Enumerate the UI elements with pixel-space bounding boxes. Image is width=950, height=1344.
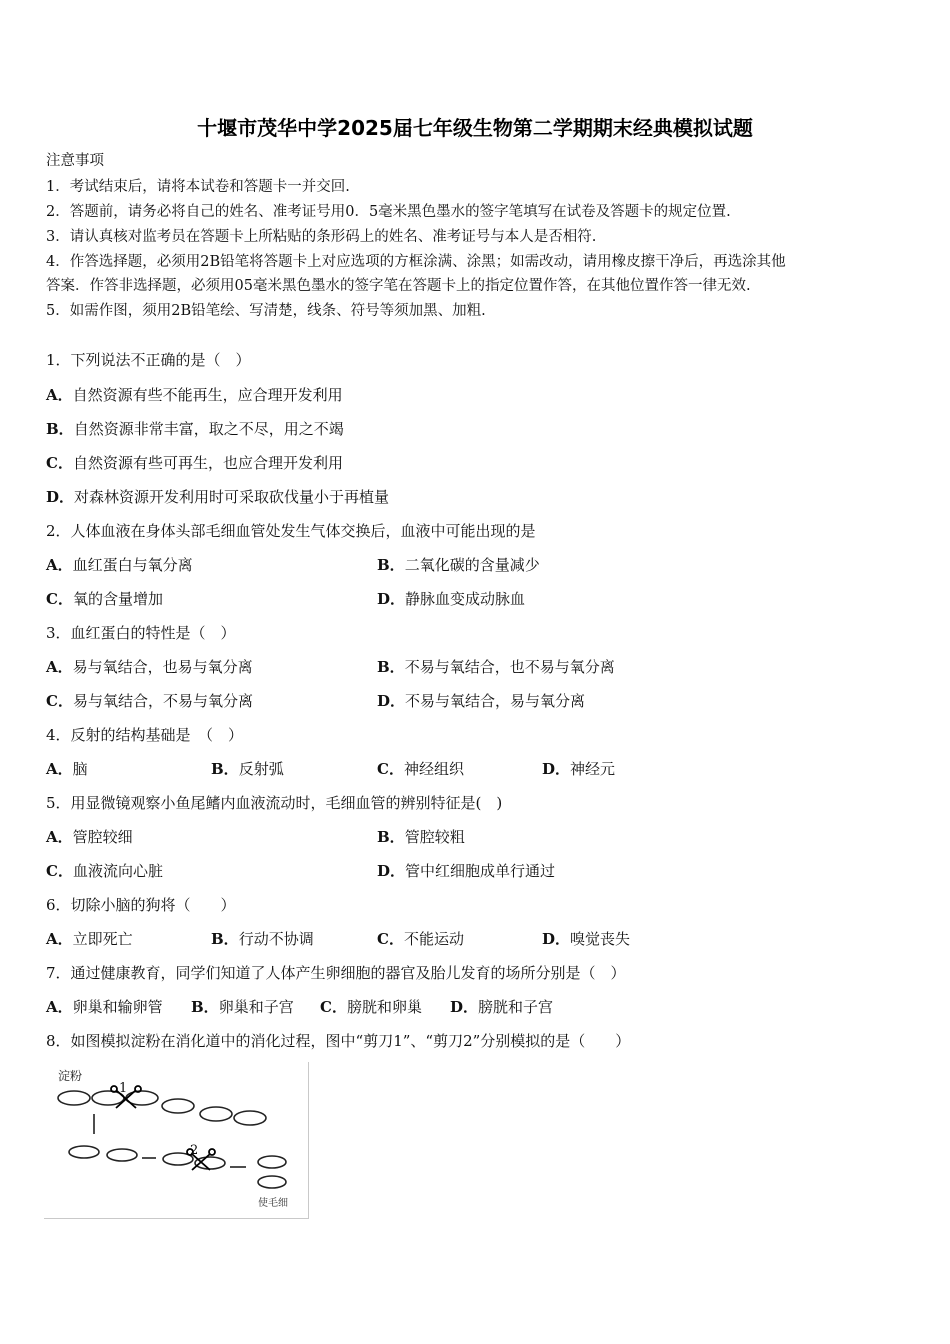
- option-text: 立即死亡: [72, 930, 133, 948]
- option-text: 自然资源有些不能再生，应合理开发利用: [72, 386, 343, 404]
- option-label: A．: [46, 556, 73, 574]
- option-label: C．: [46, 590, 73, 608]
- option-text: 不易与氧结合，易与氧分离: [405, 692, 586, 710]
- notice-heading: 注意事项: [46, 153, 104, 169]
- option-c: [46, 861, 163, 881]
- option-a: [46, 657, 253, 677]
- option-text: 膀胱和子宫: [478, 998, 554, 1016]
- glucose-link: [58, 1091, 90, 1105]
- option-label: D．: [542, 760, 571, 778]
- option-text: 神经元: [570, 760, 616, 778]
- option-b: [377, 827, 465, 847]
- option-text: 不能运动: [403, 930, 464, 948]
- option-text: 膀胱和卵巢: [346, 998, 422, 1016]
- option-text: 对森林资源开发利用时可采取砍伐量小于再植量: [74, 488, 390, 506]
- option-b: [211, 759, 284, 779]
- starch-chain-diagram: [44, 1062, 308, 1218]
- option-d: [46, 487, 389, 507]
- notice-item: 3．请认真核对监考员在答题卡上所粘贴的条形码上的姓名、准考证号与本人是否相符.: [46, 229, 597, 245]
- option-label: D．: [377, 862, 406, 880]
- option-text: 易与氧结合，不易与氧分离: [72, 692, 253, 710]
- option-text: 反射弧: [238, 760, 284, 778]
- option-c: [377, 759, 464, 779]
- option-b: [191, 997, 294, 1017]
- question-stem: 8．如图模拟淀粉在消化道中的消化过程，图中“剪刀1”、“剪刀2”分别模拟的是（ ）: [46, 1032, 631, 1050]
- option-label: A．: [46, 930, 73, 948]
- option-text: 自然资源非常丰富，取之不尽，用之不竭: [73, 420, 344, 438]
- starch-digestion-figure: [44, 1062, 309, 1219]
- option-c: [46, 589, 163, 609]
- option-label: C．: [46, 454, 73, 472]
- glucose-link: [107, 1149, 137, 1161]
- option-text: 脑: [72, 760, 88, 778]
- glucose-link: [200, 1107, 232, 1121]
- question-stem: 5．用显微镜观察小鱼尾鳍内血液流动时，毛细血管的辨别特征是( ): [46, 794, 503, 812]
- option-text: 静脉血变成动脉血: [405, 590, 526, 608]
- glucose-link: [258, 1156, 286, 1168]
- option-text: 行动不协调: [238, 930, 314, 948]
- option-c: [377, 929, 464, 949]
- option-label: C．: [46, 862, 73, 880]
- option-label: A．: [46, 658, 73, 676]
- notice-item: 答案．作答非选择题，必须用05毫米黑色墨水的签字笔在答题卡上的指定位置作答，在其他位置作答一律无效.: [46, 278, 751, 294]
- option-label: B．: [377, 658, 405, 676]
- option-d: [377, 691, 585, 711]
- option-label: B．: [211, 930, 239, 948]
- option-text: 嗅觉丧失: [570, 930, 631, 948]
- scissor-1-label: 1: [119, 1081, 128, 1096]
- option-b: [211, 929, 314, 949]
- option-text: 易与氧结合，也易与氧分离: [72, 658, 253, 676]
- option-label: A．: [46, 386, 73, 404]
- option-d: [542, 929, 630, 949]
- option-d: [450, 997, 553, 1017]
- option-label: B．: [377, 556, 405, 574]
- option-text: 管中红细胞成单行通过: [405, 862, 556, 880]
- option-a: [46, 827, 133, 847]
- notice-item: 1．考试结束后，请将本试卷和答题卡一并交回.: [46, 179, 350, 195]
- option-text: 自然资源有些可再生，也应合理开发利用: [72, 454, 343, 472]
- option-label: C．: [377, 760, 404, 778]
- question-stem: 4．反射的结构基础是 （ ）: [46, 726, 244, 744]
- option-label: A．: [46, 828, 73, 846]
- option-d: [377, 589, 525, 609]
- option-label: D．: [46, 488, 75, 506]
- option-d: [377, 861, 555, 881]
- page-title: 十堰市茂华中学2025届七年级生物第二学期期末经典模拟试题: [197, 116, 753, 140]
- option-label: B．: [377, 828, 405, 846]
- option-c: [46, 691, 253, 711]
- option-a: [46, 759, 88, 779]
- option-a: [46, 997, 163, 1017]
- notice-item: 4．作答选择题，必须用2B铅笔将答题卡上对应选项的方框涂满、涂黑；如需改动，请用橡皮擦干净后，再选涂其他: [46, 254, 786, 270]
- question-stem: 2．人体血液在身体头部毛细血管处发生气体交换后，血液中可能出现的是: [46, 522, 536, 540]
- option-label: D．: [377, 692, 406, 710]
- option-text: 管腔较粗: [404, 828, 465, 846]
- option-a: [46, 929, 133, 949]
- figure-bottom-label: 使毛细: [258, 1198, 288, 1209]
- option-label: C．: [377, 930, 404, 948]
- option-label: B．: [46, 420, 74, 438]
- option-label: C．: [320, 998, 347, 1016]
- question-stem: 6．切除小脑的狗将（ ）: [46, 896, 236, 914]
- option-text: 管腔较细: [72, 828, 133, 846]
- option-text: 神经组织: [403, 760, 464, 778]
- question-stem: 3．血红蛋白的特性是（ ）: [46, 624, 236, 642]
- option-label: B．: [211, 760, 239, 778]
- option-label: C．: [46, 692, 73, 710]
- option-d: [542, 759, 615, 779]
- option-a: [46, 555, 193, 575]
- option-text: 二氧化碳的含量减少: [404, 556, 540, 574]
- option-b: [46, 419, 344, 439]
- option-c: [320, 997, 422, 1017]
- glucose-link: [234, 1111, 266, 1125]
- option-label: B．: [191, 998, 219, 1016]
- option-label: D．: [542, 930, 571, 948]
- glucose-link: [258, 1176, 286, 1188]
- option-text: 血液流向心脏: [72, 862, 163, 880]
- notice-item: 5．如需作图，须用2B铅笔绘、写清楚，线条、符号等须加黑、加粗.: [46, 303, 486, 319]
- option-text: 血红蛋白与氧分离: [72, 556, 193, 574]
- scissor-2-label: 2: [190, 1143, 199, 1158]
- glucose-link: [162, 1099, 194, 1113]
- option-text: 氧的含量增加: [72, 590, 163, 608]
- question-stem: 7．通过健康教育，同学们知道了人体产生卵细胞的器官及胎儿发育的场所分别是（ ）: [46, 964, 626, 982]
- option-b: [377, 657, 615, 677]
- option-a: [46, 385, 343, 405]
- notice-item: 2．答题前，请务必将自己的姓名、准考证号用0．5毫米黑色墨水的签字笔填写在试卷及答题卡的规定位置.: [46, 204, 731, 220]
- glucose-link: [69, 1146, 99, 1158]
- figure-top-label: 淀粉: [58, 1069, 83, 1083]
- option-label: A．: [46, 998, 73, 1016]
- option-text: 卵巢和子宫: [218, 998, 294, 1016]
- option-label: D．: [377, 590, 406, 608]
- option-text: 卵巢和输卵管: [72, 998, 163, 1016]
- option-text: 不易与氧结合，也不易与氧分离: [404, 658, 615, 676]
- option-label: D．: [450, 998, 479, 1016]
- option-b: [377, 555, 540, 575]
- option-c: [46, 453, 343, 473]
- option-label: A．: [46, 760, 73, 778]
- question-stem: 1．下列说法不正确的是（ ）: [46, 351, 251, 369]
